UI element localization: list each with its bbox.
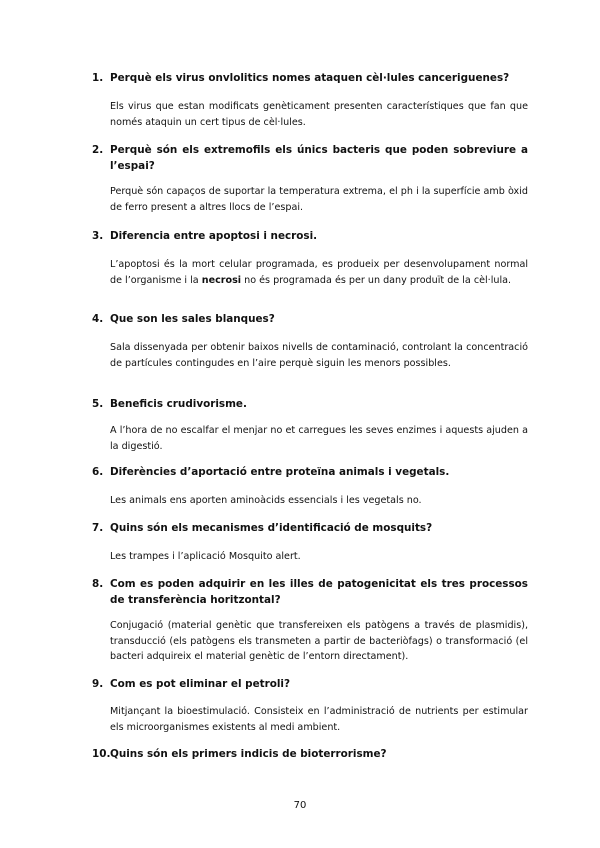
question-text: Quins són els mecanismes d’identificació de mosquits? xyxy=(110,522,433,534)
question xyxy=(92,142,528,174)
qa-item-7 xyxy=(92,520,528,565)
question-text: Diferencia entre apoptosi i necrosi. xyxy=(110,230,318,242)
question-text: Perquè els virus onvlolitics nomes ataquen cèl·lules canceriguenes? xyxy=(110,72,510,84)
question-text: Que son les sales blanques? xyxy=(110,313,275,325)
question-number: 4. xyxy=(92,313,104,325)
answer: Sala dissenyada per obtenir baixos nivells de contaminació, controlant la concentració de partícules contingudes en l’aire perquè siguin les menors possibles. xyxy=(110,342,528,369)
question-number: 9. xyxy=(92,678,104,690)
qa-item-9 xyxy=(92,676,528,735)
question-number: 7. xyxy=(92,522,104,534)
answer-text: L’apoptosi és la mort celular programada, es produeix per desenvolupament normal de l’organisme i la xyxy=(110,259,528,286)
question-text: Com es poden adquirir en les illes de patogenicitat els tres processos de transferència horitzontal? xyxy=(110,578,528,606)
answer-text: no és programada és per un dany produït de la cèl·lula. xyxy=(241,274,512,286)
question-number: 1. xyxy=(92,72,104,84)
question-text: Beneficis crudivorisme. xyxy=(110,398,247,410)
question-text: Com es pot eliminar el petroli? xyxy=(110,678,291,690)
question xyxy=(92,576,528,608)
answer: Els virus que estan modificats genèticament presenten característiques que fan que només ataquin un cert tipus de cèl·lules. xyxy=(110,101,528,128)
question-text: Quins són els primers indicis de bioterrorisme? xyxy=(110,748,387,760)
answer-bold-term: necrosi xyxy=(201,274,242,286)
question-number: 3. xyxy=(92,230,104,242)
question xyxy=(92,746,528,762)
answer: Conjugació (material genètic que transfereixen els patògens a través de plasmidis), transducció (els patògens els transmeten a partir de bacteriòfags) o transformació (el bacteri adquireix el material genètic de l’entorn directament). xyxy=(110,620,528,662)
question xyxy=(92,676,528,692)
question-text: Perquè són els extremofils els únics bacteris que poden sobreviure a l’espai? xyxy=(110,144,528,172)
question xyxy=(92,396,528,412)
qa-item-6 xyxy=(92,464,528,509)
question-number: 8. xyxy=(92,578,104,590)
question xyxy=(92,311,528,327)
answer: Mitjançant la bioestimulació. Consisteix en l’administració de nutrients per estimular els microorganismes existents al medi ambient. xyxy=(110,706,528,733)
answer: Les animals ens aporten aminoàcids essencials i les vegetals no. xyxy=(110,495,422,506)
qa-item-8 xyxy=(92,576,528,665)
question xyxy=(92,228,528,244)
question-number: 10. xyxy=(92,748,111,760)
qa-item-10 xyxy=(92,746,528,762)
question xyxy=(92,520,528,536)
answer: Les trampes i l’aplicació Mosquito alert. xyxy=(110,551,301,562)
question-number: 6. xyxy=(92,466,104,478)
qa-item-3 xyxy=(92,228,528,288)
answer xyxy=(92,257,528,288)
answer: Perquè són capaços de suportar la temperatura extrema, el ph i la superfície amb òxid de ferro present a altres llocs de l’espai. xyxy=(110,186,528,213)
qa-item-2 xyxy=(92,142,528,215)
qa-item-5 xyxy=(92,396,528,454)
question xyxy=(92,70,528,86)
qa-item-4 xyxy=(92,311,528,371)
qa-item-1 xyxy=(92,70,528,130)
question xyxy=(92,464,528,480)
page-number: 70 xyxy=(293,800,307,811)
question-number: 2. xyxy=(92,144,104,156)
question-number: 5. xyxy=(92,398,104,410)
question-text: Diferències d’aportació entre proteïna animals i vegetals. xyxy=(110,466,450,478)
answer: A l’hora de no escalfar el menjar no et carregues les seves enzimes i aquests ajuden a la digestió. xyxy=(110,425,528,452)
